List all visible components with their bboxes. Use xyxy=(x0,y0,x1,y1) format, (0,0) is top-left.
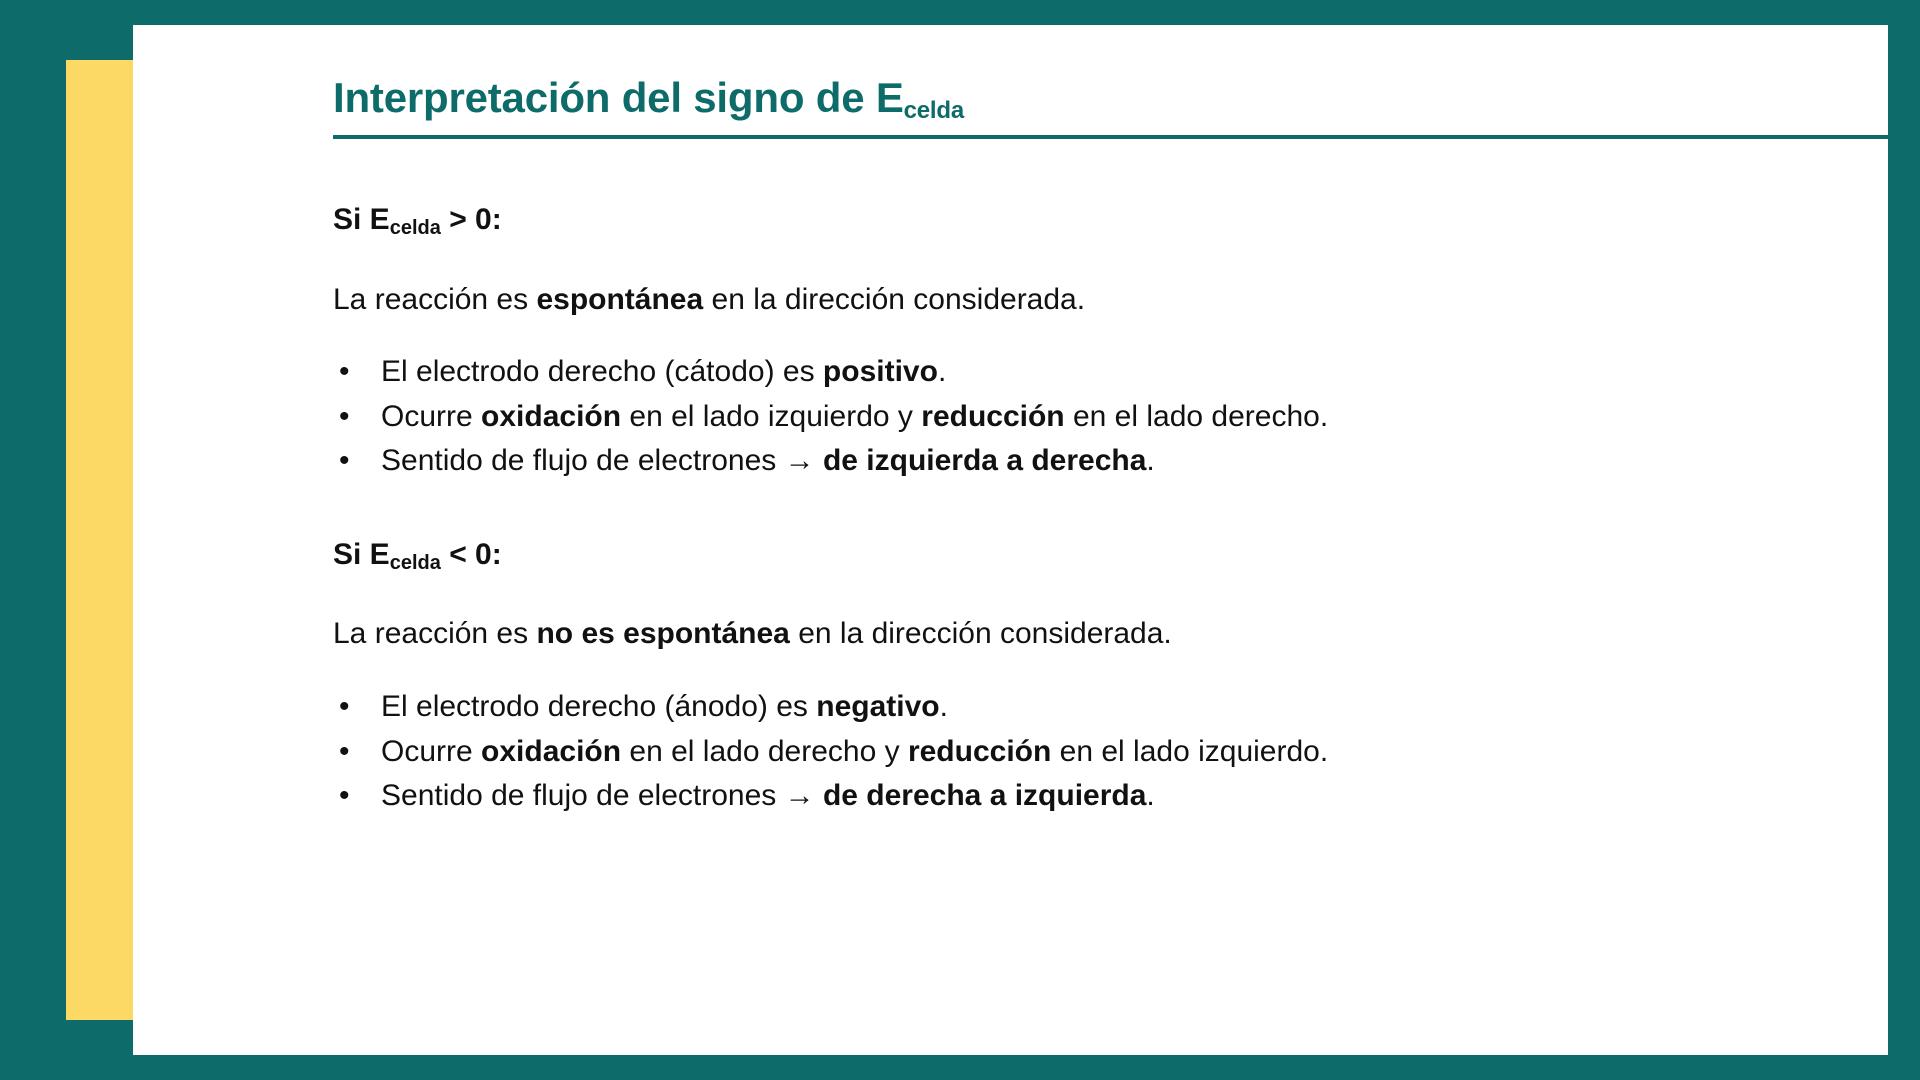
spacer xyxy=(333,573,1920,615)
bullet-pre: Ocurre xyxy=(381,734,482,768)
condition-heading-positive xyxy=(333,201,1920,239)
bullet-mid: . xyxy=(937,355,947,389)
bullet-pre: Sentido de flujo de electrones → xyxy=(381,779,823,813)
page-title-subscript: celda xyxy=(903,97,965,124)
spacer xyxy=(333,239,1920,281)
list-item xyxy=(333,397,1920,437)
statement-negative xyxy=(333,615,1920,653)
list-item xyxy=(333,441,1920,481)
section-positive xyxy=(333,201,1920,481)
bullet-marker: • xyxy=(339,734,350,768)
section-negative xyxy=(333,536,1920,816)
bullet-bold-1: de derecha a izquierda xyxy=(822,779,1147,813)
condition-subscript: celda xyxy=(389,551,441,574)
bullet-marker: • xyxy=(339,779,350,813)
spacer xyxy=(333,486,1920,536)
condition-heading-negative xyxy=(333,536,1920,574)
bullet-pre: Sentido de flujo de electrones → xyxy=(381,444,823,478)
bullet-bold-1: positivo xyxy=(822,355,938,389)
statement-bold: espontánea xyxy=(536,282,704,316)
bullet-marker: • xyxy=(339,444,350,478)
condition-suffix: < 0: xyxy=(440,537,502,571)
spacer xyxy=(333,653,1920,687)
bullet-pre: El electrodo derecho (ánodo) es xyxy=(381,689,817,723)
bullet-marker: • xyxy=(339,355,350,389)
slide-content xyxy=(333,75,1920,821)
statement-post: en la dirección considerada. xyxy=(703,282,1086,316)
accent-bar xyxy=(66,60,134,1020)
bullet-bold-1: negativo xyxy=(816,689,940,723)
statement-pre: La reacción es xyxy=(333,617,537,651)
bullet-mid: en el lado derecho y xyxy=(621,734,908,768)
list-item xyxy=(333,352,1920,392)
title-divider xyxy=(333,135,1903,139)
bullet-marker: • xyxy=(339,689,350,723)
statement-bold: no es espontánea xyxy=(536,617,790,651)
bullet-mid: en el lado izquierdo y xyxy=(621,399,922,433)
list-item xyxy=(333,732,1920,772)
slide-body xyxy=(333,201,1920,816)
spacer xyxy=(333,318,1920,352)
condition-subscript: celda xyxy=(389,217,441,240)
statement-post: en la dirección considerada. xyxy=(789,617,1172,651)
bullet-mid: . xyxy=(1146,779,1155,813)
bullet-post: en el lado izquierdo. xyxy=(1051,734,1329,768)
page-title-main: Interpretación del signo de E xyxy=(333,74,904,121)
bullet-mid: . xyxy=(1146,444,1155,478)
bullet-pre: El electrodo derecho (cátodo) es xyxy=(381,355,823,389)
bullet-pre: Ocurre xyxy=(381,399,482,433)
slide-card xyxy=(133,25,1888,1055)
statement-positive xyxy=(333,281,1920,319)
page-title xyxy=(333,75,1920,135)
condition-prefix: Si E xyxy=(333,203,390,237)
bullet-list-positive xyxy=(333,352,1920,481)
bullet-mid: . xyxy=(939,689,948,723)
statement-pre: La reacción es xyxy=(333,282,537,316)
condition-prefix: Si E xyxy=(333,537,390,571)
bullet-post: en el lado derecho. xyxy=(1064,399,1329,433)
bullet-bold-1: de izquierda a derecha xyxy=(822,444,1147,478)
bullet-bold-2: reducción xyxy=(921,399,1065,433)
bullet-bold-1: oxidación xyxy=(481,734,622,768)
bullet-list-negative xyxy=(333,687,1920,816)
bullet-bold-1: oxidación xyxy=(481,399,622,433)
list-item xyxy=(333,776,1920,816)
condition-suffix: > 0: xyxy=(440,203,502,237)
list-item xyxy=(333,687,1920,727)
bullet-bold-2: reducción xyxy=(907,734,1052,768)
bullet-marker: • xyxy=(339,399,350,433)
